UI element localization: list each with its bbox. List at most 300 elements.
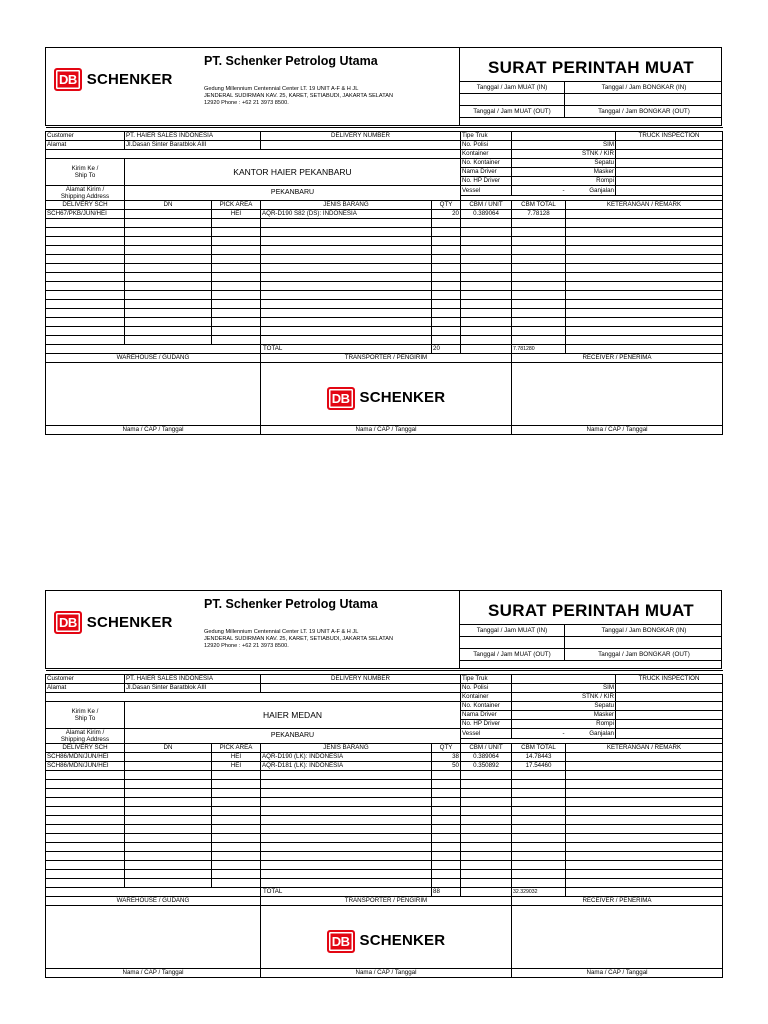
jenis-barang-cell xyxy=(261,861,432,870)
cbm-unit-cell xyxy=(461,798,512,807)
cbm-unit-cell xyxy=(461,843,512,852)
signature-header-row xyxy=(46,897,723,906)
item-row xyxy=(46,336,723,345)
customer-row xyxy=(46,132,723,141)
item-row xyxy=(46,300,723,309)
cbm-unit-cell xyxy=(461,879,512,888)
company-name: PT. Schenker Petrolog Utama xyxy=(204,54,378,68)
qty-cell xyxy=(432,327,461,336)
jenis-barang-cell xyxy=(261,852,432,861)
table-cell xyxy=(616,186,723,196)
cbm-unit-cell xyxy=(461,282,512,291)
cbm-unit-cell xyxy=(461,264,512,273)
company-address xyxy=(204,86,459,107)
table-cell xyxy=(616,729,723,739)
spm-table xyxy=(45,127,723,435)
item-row xyxy=(46,852,723,861)
vessel-row xyxy=(46,186,723,196)
col-dn: DN xyxy=(125,201,212,210)
dn-cell xyxy=(125,771,212,780)
qty-cell xyxy=(432,264,461,273)
remark-cell xyxy=(566,843,723,852)
vessel-dash: - xyxy=(512,186,566,196)
qty-cell xyxy=(432,816,461,825)
total-row xyxy=(46,888,723,897)
form-header xyxy=(45,590,722,669)
cbm-unit-cell xyxy=(461,834,512,843)
pick-area-cell xyxy=(212,255,261,264)
remark-cell xyxy=(566,210,723,219)
cbm-unit-cell xyxy=(461,300,512,309)
pick-area-cell xyxy=(212,789,261,798)
col-cbm-unit: CBM / UNIT xyxy=(461,201,512,210)
item-row xyxy=(46,318,723,327)
item-row xyxy=(46,780,723,789)
qty-cell xyxy=(432,807,461,816)
qty-cell xyxy=(432,834,461,843)
cbm-total-cell xyxy=(512,264,566,273)
col-cbm-total: CBM TOTAL xyxy=(512,201,566,210)
remark-cell xyxy=(566,282,723,291)
cbm-total-cell xyxy=(512,798,566,807)
customer-label: Customer xyxy=(46,132,125,141)
remark-cell xyxy=(566,255,723,264)
cbm-unit-cell xyxy=(461,789,512,798)
delivery-sch-cell xyxy=(46,228,125,237)
qty-cell xyxy=(432,789,461,798)
cbm-total-cell xyxy=(512,879,566,888)
item-row xyxy=(46,228,723,237)
item-row xyxy=(46,771,723,780)
ship-to-row xyxy=(46,702,723,711)
table-cell xyxy=(616,150,723,159)
cbm-unit-cell xyxy=(461,807,512,816)
schenker-wordmark: SCHENKER xyxy=(86,71,173,88)
cbm-unit-cell xyxy=(461,771,512,780)
bongkar-out-label: Tanggal / Jam BONGKAR (OUT) xyxy=(564,649,723,660)
dn-cell xyxy=(125,327,212,336)
qty-cell xyxy=(432,852,461,861)
jenis-barang-cell xyxy=(261,264,432,273)
col-keterangan: KETERANGAN / REMARK xyxy=(566,744,723,753)
item-row xyxy=(46,762,723,771)
jenis-barang-cell xyxy=(261,219,432,228)
time-in-row xyxy=(460,624,722,636)
cbm-unit-cell xyxy=(461,825,512,834)
nama-driver-label: Nama Driver xyxy=(461,711,512,720)
delivery-sch-cell xyxy=(46,336,125,345)
dn-cell xyxy=(125,336,212,345)
dn-cell xyxy=(125,228,212,237)
qty-cell: 50 xyxy=(432,762,461,771)
table-cell xyxy=(46,888,261,897)
cbm-unit-cell xyxy=(461,309,512,318)
ship-to-value: HAIER MEDAN xyxy=(125,702,461,729)
delivery-sch-cell: SCH67/PKB/JUN/HEI xyxy=(46,210,125,219)
remark-cell xyxy=(566,300,723,309)
dn-cell xyxy=(125,273,212,282)
total-qty: 20 xyxy=(432,345,461,354)
delivery-sch-cell xyxy=(46,309,125,318)
item-row xyxy=(46,273,723,282)
company-box xyxy=(45,590,460,669)
kontainer-label: Kontainer xyxy=(461,693,512,702)
cbm-unit-cell xyxy=(461,780,512,789)
dn-cell xyxy=(125,834,212,843)
sepatu-label: Sepatu xyxy=(512,159,616,168)
item-row xyxy=(46,843,723,852)
dn-cell xyxy=(125,798,212,807)
delivery-sch-cell xyxy=(46,816,125,825)
shipping-address-label xyxy=(46,729,125,744)
sim-label: SIM xyxy=(512,141,616,150)
warehouse-signature xyxy=(46,906,261,969)
table-cell xyxy=(616,159,723,168)
table-cell xyxy=(461,345,512,354)
remark-cell xyxy=(566,318,723,327)
transporter-nama-cap: Nama / CAP / Tanggal xyxy=(261,969,512,978)
customer-row xyxy=(46,675,723,684)
table-cell xyxy=(46,693,461,702)
no-hp-driver-label: No. HP Driver xyxy=(461,177,512,186)
pick-area-cell xyxy=(212,291,261,300)
remark-cell xyxy=(566,834,723,843)
truck-inspection-label: TRUCK INSPECTION xyxy=(616,132,723,141)
jenis-barang-cell: AQR-D181 (LK): INDONESIA xyxy=(261,762,432,771)
cbm-unit-cell xyxy=(461,336,512,345)
cbm-unit-cell: 0.389064 xyxy=(461,210,512,219)
table-cell xyxy=(46,150,461,159)
jenis-barang-cell xyxy=(261,816,432,825)
qty-cell: 38 xyxy=(432,753,461,762)
jenis-barang-cell: AQR-D190 S82 (DS): INDONESIA xyxy=(261,210,432,219)
cbm-total-cell xyxy=(512,789,566,798)
cbm-total-cell xyxy=(512,807,566,816)
remark-cell xyxy=(566,246,723,255)
schenker-wordmark: SCHENKER xyxy=(359,932,446,949)
transporter-label: TRANSPORTER / PENGIRIM xyxy=(261,897,512,906)
cbm-total-cell xyxy=(512,228,566,237)
qty-cell xyxy=(432,879,461,888)
db-logo-mark: DB xyxy=(327,387,355,410)
delivery-number-label: DELIVERY NUMBER xyxy=(261,675,461,684)
schenker-wordmark: SCHENKER xyxy=(86,614,173,631)
cbm-total-cell xyxy=(512,816,566,825)
item-row xyxy=(46,309,723,318)
cbm-total-cell xyxy=(512,246,566,255)
remark-cell xyxy=(566,861,723,870)
cbm-total-cell: 7.78128 xyxy=(512,210,566,219)
qty-cell xyxy=(432,291,461,300)
customer-value: PT. HAIER SALES INDONESIA xyxy=(125,132,261,141)
delivery-sch-cell xyxy=(46,834,125,843)
item-row xyxy=(46,825,723,834)
item-row xyxy=(46,264,723,273)
item-row xyxy=(46,237,723,246)
alamat-value: Jl.Dasan Sinter Baratblok AIII xyxy=(125,684,261,693)
dn-cell xyxy=(125,870,212,879)
dn-cell xyxy=(125,780,212,789)
document-title: SURAT PERINTAH MUAT xyxy=(488,601,694,620)
remark-cell xyxy=(566,327,723,336)
remark-cell xyxy=(566,852,723,861)
delivery-sch-cell xyxy=(46,852,125,861)
time-out-value-row xyxy=(460,117,722,127)
delivery-sch-cell xyxy=(46,219,125,228)
nama-cap-row xyxy=(46,426,723,435)
kirim-ke-label: Kirim Ke / xyxy=(71,708,99,715)
ganjalan-label: Ganjalan xyxy=(566,186,616,196)
cbm-unit-cell xyxy=(461,273,512,282)
dn-cell xyxy=(125,300,212,309)
cbm-total-cell xyxy=(512,327,566,336)
total-cbm: 7.781280 xyxy=(512,345,566,354)
pick-area-cell xyxy=(212,273,261,282)
jenis-barang-cell xyxy=(261,228,432,237)
truck-inspection-label: TRUCK INSPECTION xyxy=(616,675,723,684)
pick-area-cell xyxy=(212,336,261,345)
dn-cell xyxy=(125,246,212,255)
ship-to-text: Ship To xyxy=(74,715,96,722)
delivery-sch-cell xyxy=(46,300,125,309)
delivery-sch-cell xyxy=(46,798,125,807)
shipping-address-text: Shipping Address xyxy=(60,193,110,200)
time-out-value-row xyxy=(460,660,722,670)
stnk-label: STNK / KIR xyxy=(512,693,616,702)
delivery-sch-cell xyxy=(46,291,125,300)
sim-label: SIM xyxy=(512,684,616,693)
remark-cell xyxy=(566,309,723,318)
jenis-barang-cell xyxy=(261,318,432,327)
dn-cell xyxy=(125,843,212,852)
customer-value: PT. HAIER SALES INDONESIA xyxy=(125,675,261,684)
address-line: Gedung Millennium Centennial Center LT. 19 UNIT A-F & H JL xyxy=(204,86,359,92)
jenis-barang-cell xyxy=(261,309,432,318)
spm-form-1 xyxy=(45,47,722,467)
qty-cell xyxy=(432,255,461,264)
address-line: 12920 Phone : +62 21 3973 8500. xyxy=(204,100,289,106)
alamat-row xyxy=(46,684,723,693)
remark-cell xyxy=(566,780,723,789)
delivery-sch-cell xyxy=(46,825,125,834)
dn-cell xyxy=(125,219,212,228)
company-address xyxy=(204,629,459,650)
jenis-barang-cell xyxy=(261,780,432,789)
pick-area-cell xyxy=(212,861,261,870)
col-qty: QTY xyxy=(432,201,461,210)
pick-area-cell xyxy=(212,870,261,879)
ganjalan-label: Ganjalan xyxy=(566,729,616,739)
remark-cell xyxy=(566,879,723,888)
vessel-dash: - xyxy=(512,729,566,739)
muat-in-label: Tanggal / Jam MUAT (IN) xyxy=(476,627,548,634)
pick-area-cell xyxy=(212,852,261,861)
kontainer-row xyxy=(46,693,723,702)
jenis-barang-cell xyxy=(261,807,432,816)
no-polisi-label: No. Polisi xyxy=(461,684,512,693)
jenis-barang-cell xyxy=(261,255,432,264)
jenis-barang-cell xyxy=(261,291,432,300)
cbm-unit-cell xyxy=(461,816,512,825)
no-hp-driver-label: No. HP Driver xyxy=(461,720,512,729)
cbm-total-cell xyxy=(512,291,566,300)
shipping-address-value: PEKANBARU xyxy=(125,186,461,201)
total-qty: 88 xyxy=(432,888,461,897)
qty-cell xyxy=(432,843,461,852)
table-cell xyxy=(616,702,723,711)
jenis-barang-cell xyxy=(261,834,432,843)
remark-cell xyxy=(566,237,723,246)
kontainer-label: Kontainer xyxy=(461,150,512,159)
tipe-truk-label: Tipe Truk xyxy=(461,675,512,684)
dn-cell xyxy=(125,816,212,825)
jenis-barang-cell xyxy=(261,843,432,852)
db-logo-mark: DB xyxy=(54,611,82,634)
masker-label: Masker xyxy=(512,711,616,720)
remark-cell xyxy=(566,291,723,300)
cbm-unit-cell xyxy=(461,255,512,264)
remark-cell xyxy=(566,771,723,780)
pick-area-cell xyxy=(212,807,261,816)
remark-cell xyxy=(566,789,723,798)
table-cell xyxy=(616,684,723,693)
kontainer-row xyxy=(46,150,723,159)
item-row xyxy=(46,219,723,228)
alamat-kirim-label: Alamat Kirim / xyxy=(65,729,105,736)
warehouse-label: WAREHOUSE / GUDANG xyxy=(46,354,261,363)
qty-cell xyxy=(432,825,461,834)
item-row xyxy=(46,291,723,300)
spm-table xyxy=(45,670,723,978)
address-line: Gedung Millennium Centennial Center LT. 19 UNIT A-F & H JL xyxy=(204,629,359,635)
table-cell xyxy=(46,345,261,354)
delivery-sch-cell xyxy=(46,318,125,327)
remark-cell xyxy=(566,219,723,228)
ship-to-row xyxy=(46,159,723,168)
dn-cell xyxy=(125,318,212,327)
bongkar-in-value xyxy=(564,637,723,648)
table-cell xyxy=(512,675,616,684)
delivery-sch-cell xyxy=(46,870,125,879)
db-logo-mark: DB xyxy=(54,68,82,91)
shipping-address-text: Shipping Address xyxy=(60,736,110,743)
table-cell xyxy=(512,132,616,141)
warehouse-signature xyxy=(46,363,261,426)
bongkar-in-label: Tanggal / Jam BONGKAR (IN) xyxy=(564,625,723,636)
transporter-label: TRANSPORTER / PENGIRIM xyxy=(261,354,512,363)
cbm-total-cell xyxy=(512,852,566,861)
remark-cell xyxy=(566,825,723,834)
address-line: 12920 Phone : +62 21 3973 8500. xyxy=(204,643,289,649)
cbm-unit-cell xyxy=(461,219,512,228)
rompi-label: Rompi xyxy=(512,177,616,186)
delivery-sch-cell xyxy=(46,843,125,852)
qty-cell xyxy=(432,870,461,879)
item-row xyxy=(46,807,723,816)
dn-cell xyxy=(125,789,212,798)
signature-row xyxy=(46,906,723,969)
dn-cell xyxy=(125,255,212,264)
time-out-row xyxy=(460,105,722,117)
qty-cell xyxy=(432,246,461,255)
cbm-total-cell xyxy=(512,870,566,879)
table-cell xyxy=(616,177,723,186)
delivery-sch-cell xyxy=(46,282,125,291)
alamat-kirim-label: Alamat Kirim / xyxy=(65,186,105,193)
item-row xyxy=(46,282,723,291)
cbm-unit-cell xyxy=(461,852,512,861)
no-polisi-label: No. Polisi xyxy=(461,141,512,150)
pick-area-cell xyxy=(212,816,261,825)
dn-cell xyxy=(125,210,212,219)
jenis-barang-cell xyxy=(261,771,432,780)
time-out-row xyxy=(460,648,722,660)
dn-cell xyxy=(125,879,212,888)
db-schenker-logo xyxy=(54,611,173,634)
col-dn: DN xyxy=(125,744,212,753)
pick-area-cell xyxy=(212,834,261,843)
pick-area-cell xyxy=(212,798,261,807)
cbm-total-cell xyxy=(512,300,566,309)
cbm-unit-cell xyxy=(461,318,512,327)
stnk-label: STNK / KIR xyxy=(512,150,616,159)
tipe-truk-label: Tipe Truk xyxy=(461,132,512,141)
transporter-signature xyxy=(261,906,512,969)
pick-area-cell xyxy=(212,318,261,327)
bongkar-out-label: Tanggal / Jam BONGKAR (OUT) xyxy=(564,106,723,117)
nama-cap-row xyxy=(46,969,723,978)
spm-box xyxy=(460,590,722,669)
jenis-barang-cell xyxy=(261,273,432,282)
dn-cell xyxy=(125,237,212,246)
ship-to-label xyxy=(46,702,125,729)
cbm-total-cell xyxy=(512,318,566,327)
remark-cell xyxy=(566,264,723,273)
ship-to-label xyxy=(46,159,125,186)
cbm-total-cell xyxy=(512,273,566,282)
cbm-total-cell xyxy=(512,861,566,870)
receiver-label: RECEIVER / PENERIMA xyxy=(512,897,723,906)
item-row xyxy=(46,834,723,843)
item-row xyxy=(46,753,723,762)
alamat-value: Jl.Dasan Sinter Baratblok AIII xyxy=(125,141,261,150)
remark-cell xyxy=(566,816,723,825)
jenis-barang-cell xyxy=(261,327,432,336)
item-row xyxy=(46,210,723,219)
cbm-total-cell: 14.78443 xyxy=(512,753,566,762)
qty-cell xyxy=(432,300,461,309)
pick-area-cell xyxy=(212,282,261,291)
schenker-wordmark: SCHENKER xyxy=(359,389,446,406)
cbm-unit-cell xyxy=(461,870,512,879)
dn-cell xyxy=(125,825,212,834)
dn-cell xyxy=(125,291,212,300)
alamat-label: Alamat xyxy=(46,141,125,150)
qty-cell xyxy=(432,237,461,246)
vessel-label: Vessel xyxy=(461,186,512,196)
cbm-unit-cell: 0.350892 xyxy=(461,762,512,771)
warehouse-label: WAREHOUSE / GUDANG xyxy=(46,897,261,906)
item-row xyxy=(46,246,723,255)
form-header xyxy=(45,47,722,126)
qty-cell xyxy=(432,861,461,870)
jenis-barang-cell xyxy=(261,825,432,834)
qty-cell xyxy=(432,771,461,780)
pick-area-cell xyxy=(212,780,261,789)
table-cell xyxy=(616,693,723,702)
cbm-unit-cell xyxy=(461,327,512,336)
rompi-label: Rompi xyxy=(512,720,616,729)
